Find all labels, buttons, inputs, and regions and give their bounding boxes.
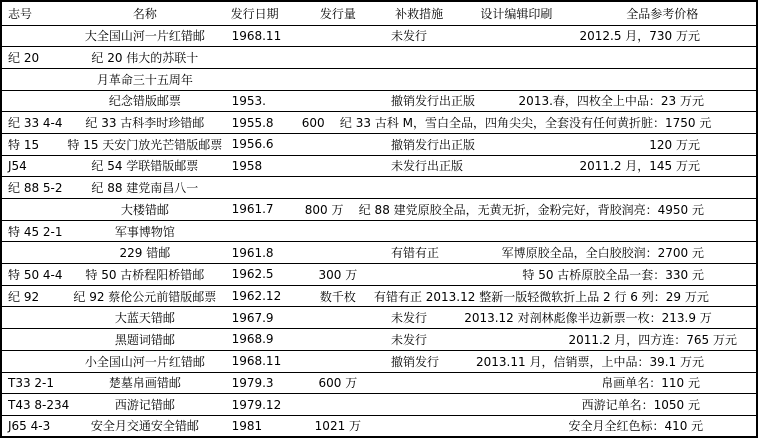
cell-issue-date: 1968.11 [227, 350, 302, 372]
cell-design-edit-print [464, 394, 568, 416]
table-row [1, 329, 757, 351]
cell-remedy: 有错有正 [374, 242, 464, 264]
cell-issue-quantity: 数千枚 [302, 285, 374, 307]
cell-name: 纪 92 蔡伦公元前错版邮票 [63, 285, 226, 307]
cell-name: 纪念错版邮票 [63, 90, 226, 112]
cell-remedy [374, 264, 464, 286]
table-row [1, 90, 757, 112]
cell-catalog-number: J54 [1, 155, 63, 177]
cell-remedy: 撤销发行出正版 [374, 133, 464, 155]
cell-design-edit-print [464, 25, 568, 47]
cell-issue-quantity [302, 133, 374, 155]
cell-reference-price: 2011.2 月，145 万元 [568, 155, 757, 177]
cell-issue-date: 1967.9 [227, 307, 302, 329]
cell-issue-date: 1956.6 [227, 133, 302, 155]
header-issue-quantity: 发行量 [302, 1, 374, 25]
table-header [1, 1, 757, 25]
cell-issue-date [227, 47, 302, 69]
table-row [1, 394, 757, 416]
cell-catalog-number: 特 45 2-1 [1, 220, 63, 242]
cell-catalog-number: 特 15 [1, 133, 63, 155]
cell-reference-price: 西游记单名：1050 元 [568, 394, 757, 416]
cell-remedy [374, 372, 464, 394]
cell-design-edit-print [464, 415, 568, 437]
cell-issue-quantity: 600 纪 33 古科 M，雪白全品，四角尖尖，全套没有任何黄折脏：1750 元 [302, 112, 757, 134]
cell-catalog-number [1, 25, 63, 47]
cell-remedy: 未发行出正版 [374, 155, 464, 177]
cell-remedy [374, 47, 464, 69]
cell-issue-date: 1961.7 [227, 199, 302, 221]
cell-name: 特 15 天安门放光芒错版邮票 [63, 133, 226, 155]
cell-design-edit-print [464, 155, 568, 177]
table-row [1, 242, 757, 264]
table-row [1, 47, 757, 69]
cell-name: 楚墓帛画错邮 [63, 372, 226, 394]
cell-remedy: 未发行 [374, 25, 464, 47]
cell-name: 纪 20 伟大的苏联十 [63, 47, 226, 69]
cell-catalog-number [1, 199, 63, 221]
cell-catalog-number: J65 4-3 [1, 415, 63, 437]
cell-name: 纪 88 建党南昌八一 [63, 177, 226, 199]
cell-catalog-number [1, 68, 63, 90]
cell-catalog-number: T43 8-234 [1, 394, 63, 416]
cell-design-edit-print: 特 50 古桥原胶全品一套：330 元 [464, 264, 757, 286]
cell-issue-quantity: 800 万 纪 88 建党原胶全品，无黄无折，金粉完好，背胶润亮：4950 元 [302, 199, 757, 221]
cell-design-edit-print [464, 47, 568, 69]
cell-issue-date: 1962.12 [227, 285, 302, 307]
cell-issue-date: 1981 [227, 415, 302, 437]
cell-name: 纪 54 学联错版邮票 [63, 155, 226, 177]
cell-issue-quantity [302, 394, 374, 416]
cell-issue-date: 1955.8 [227, 112, 302, 134]
table-row [1, 25, 757, 47]
cell-name: 纪 33 古科李时珍错邮 [63, 112, 226, 134]
header-design-edit-print: 设计编辑印刷 [464, 1, 568, 25]
table-row [1, 155, 757, 177]
cell-issue-quantity [302, 329, 374, 351]
cell-remedy: 未发行 [374, 329, 464, 351]
header-name: 名称 [63, 1, 226, 25]
cell-design-edit-print [464, 133, 568, 155]
cell-catalog-number: 纪 88 5-2 [1, 177, 63, 199]
header-row [1, 1, 757, 25]
table-row [1, 350, 757, 372]
table-row [1, 68, 757, 90]
cell-name: 军事博物馆 [63, 220, 226, 242]
cell-design-edit-print [464, 68, 568, 90]
table-row [1, 133, 757, 155]
cell-issue-quantity: 300 万 [302, 264, 374, 286]
table-body [1, 25, 757, 437]
cell-catalog-number [1, 329, 63, 351]
cell-design-edit-print [464, 329, 568, 351]
cell-catalog-number: 特 50 4-4 [1, 264, 63, 286]
header-remedy: 补救措施 [374, 1, 464, 25]
cell-remedy: 有错有正 2013.12 整新一版轻微软折上品 2 行 6 列：29 万元 [374, 285, 757, 307]
cell-name: 229 错邮 [63, 242, 226, 264]
table-row [1, 112, 757, 134]
cell-issue-quantity: 600 万 [302, 372, 374, 394]
cell-issue-quantity [302, 307, 374, 329]
table-row [1, 285, 757, 307]
cell-design-edit-print [464, 177, 568, 199]
cell-issue-quantity [302, 220, 374, 242]
cell-name: 小全国山河一片红错邮 [63, 350, 226, 372]
table-row [1, 220, 757, 242]
cell-design-edit-print: 2013.11 月，信销票，上中品：39.1 万元 [464, 350, 757, 372]
table-row [1, 307, 757, 329]
cell-name: 特 50 古桥程阳桥错邮 [63, 264, 226, 286]
cell-issue-quantity [302, 155, 374, 177]
cell-issue-quantity [302, 177, 374, 199]
cell-remedy [374, 220, 464, 242]
cell-issue-date: 1953. [227, 90, 302, 112]
cell-design-edit-print: 2013.春，四枚全上中品：23 万元 [464, 90, 757, 112]
cell-remedy: 撤销发行 [374, 350, 464, 372]
cell-issue-date: 1979.3 [227, 372, 302, 394]
cell-name: 大全国山河一片红错邮 [63, 25, 226, 47]
table-row [1, 372, 757, 394]
cell-issue-quantity [302, 350, 374, 372]
cell-issue-date: 1958 [227, 155, 302, 177]
cell-remedy: 未发行 [374, 307, 464, 329]
cell-issue-quantity [302, 25, 374, 47]
cell-reference-price: 2011.2 月，四方连：765 万元 [568, 329, 757, 351]
cell-catalog-number [1, 307, 63, 329]
cell-design-edit-print: 2013.12 对剖林彪像半边新票一枚：213.9 万 [464, 307, 757, 329]
cell-reference-price: 120 万元 [568, 133, 757, 155]
cell-issue-date: 1968.9 [227, 329, 302, 351]
cell-name: 大楼错邮 [63, 199, 226, 221]
header-reference-price: 全品参考价格 [568, 1, 757, 25]
cell-issue-date [227, 68, 302, 90]
cell-issue-quantity [302, 47, 374, 69]
cell-design-edit-print [464, 220, 568, 242]
cell-remedy [374, 415, 464, 437]
cell-issue-quantity [302, 90, 374, 112]
cell-issue-date [227, 177, 302, 199]
header-issue-date: 发行日期 [227, 1, 302, 25]
cell-remedy: 撤销发行出正版 [374, 90, 464, 112]
cell-reference-price: 安全月全红色标：410 元 [568, 415, 757, 437]
cell-name: 黑题词错邮 [63, 329, 226, 351]
cell-issue-date [227, 220, 302, 242]
cell-design-edit-print [464, 372, 568, 394]
table-row [1, 199, 757, 221]
cell-reference-price: 2012.5 月，730 万元 [568, 25, 757, 47]
cell-catalog-number: 纪 92 [1, 285, 63, 307]
cell-remedy [374, 68, 464, 90]
cell-catalog-number: T33 2-1 [1, 372, 63, 394]
cell-reference-price [568, 47, 757, 69]
cell-issue-quantity: 1021 万 [302, 415, 374, 437]
cell-issue-quantity [302, 68, 374, 90]
cell-issue-date: 1979.12 [227, 394, 302, 416]
cell-catalog-number: 纪 33 4-4 [1, 112, 63, 134]
table-row [1, 415, 757, 437]
cell-name: 安全月交通安全错邮 [63, 415, 226, 437]
cell-remedy [374, 177, 464, 199]
table-row [1, 264, 757, 286]
cell-reference-price [568, 177, 757, 199]
cell-name: 大蓝天错邮 [63, 307, 226, 329]
header-catalog-number: 志号 [1, 1, 63, 25]
cell-catalog-number: 纪 20 [1, 47, 63, 69]
cell-issue-date: 1961.8 [227, 242, 302, 264]
cell-name: 西游记错邮 [63, 394, 226, 416]
cell-reference-price [568, 68, 757, 90]
cell-design-edit-print: 军博原胶全品，全白胶胶润：2700 元 [464, 242, 757, 264]
cell-issue-date: 1968.11 [227, 25, 302, 47]
cell-issue-date: 1962.5 [227, 264, 302, 286]
cell-reference-price [568, 220, 757, 242]
cell-remedy [374, 394, 464, 416]
cell-reference-price: 帛画单名：110 元 [568, 372, 757, 394]
cell-name: 月革命三十五周年 [63, 68, 226, 90]
cell-catalog-number [1, 242, 63, 264]
cell-catalog-number [1, 90, 63, 112]
cell-catalog-number [1, 350, 63, 372]
table-row [1, 177, 757, 199]
cell-issue-quantity [302, 242, 374, 264]
